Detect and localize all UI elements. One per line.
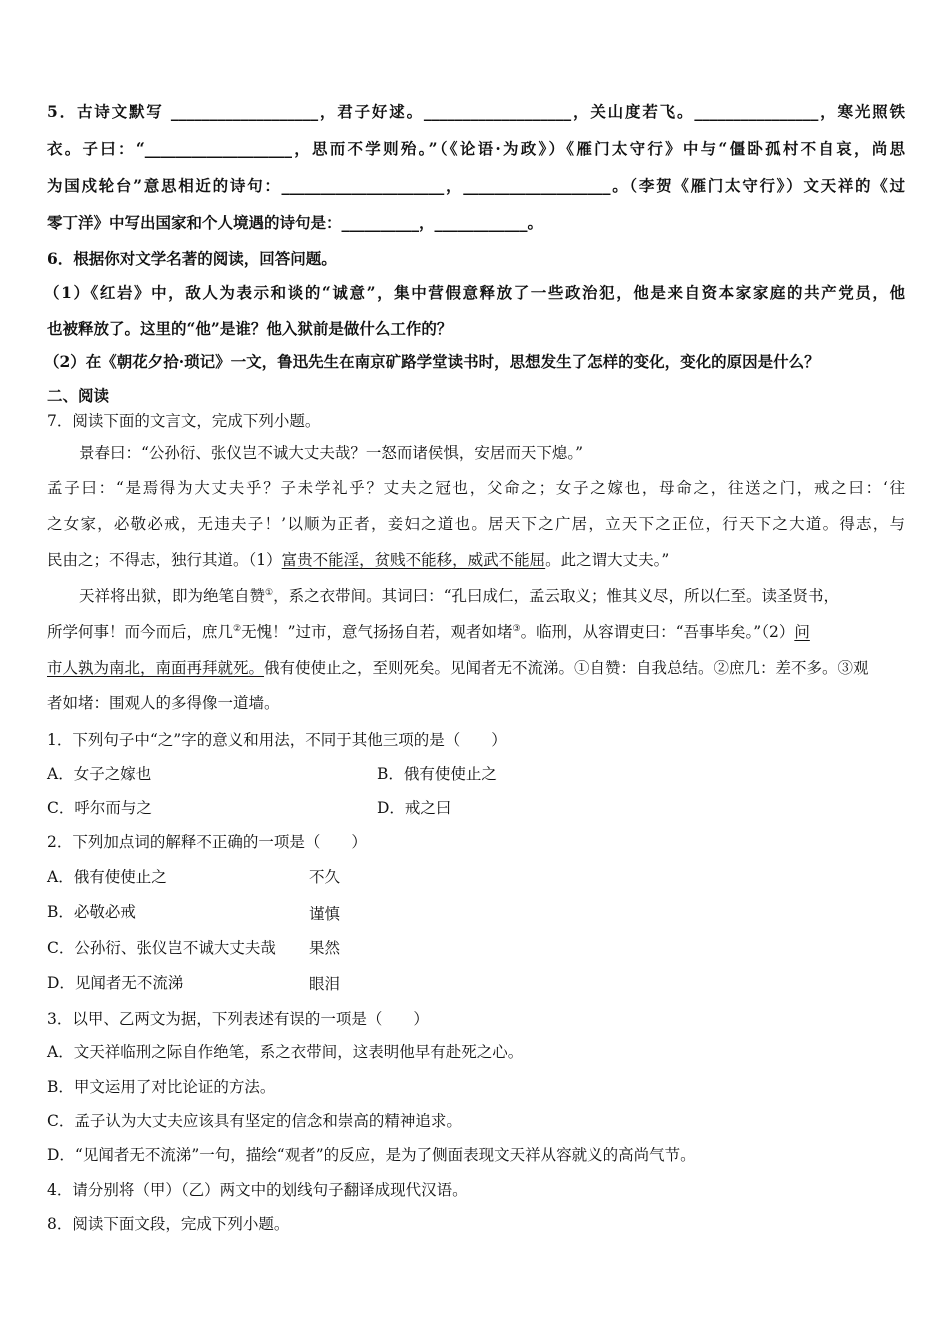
passage-yi-line-4: 者如堵：围观人的多得像一道墙。 <box>47 694 280 712</box>
footnote-marker-1: ① <box>265 587 274 598</box>
sub2-option-c[interactable]: C．公孙衍、张仪岂不诚大丈夫哉 <box>47 939 276 957</box>
subquestion-2: 2．下列加点词的解释不正确的一项是（ ） <box>47 833 367 851</box>
passage-yi-text: 。临刑，从容谓吏曰：“吾事毕矣。”（2） <box>520 623 795 641</box>
q6-part1-line-2: 也被释放了。这里的“他”是谁？他入狱前是做什么工作的？ <box>47 319 453 338</box>
subquestion-4: 4．请分别将（甲）（乙）两文中的划线句子翻译成现代汉语。 <box>47 1181 468 1199</box>
passage-jia-line-4 <box>47 549 905 571</box>
passage-yi-line-2 <box>47 621 905 643</box>
underlined-sentence-2: 市人孰为南北，南面再拜就死。 <box>47 659 265 677</box>
passage-yi-text: ，系之衣带间。其词曰：“孔曰成仁，孟云取义；惟其义尽，所以仁至。读圣贤书， <box>273 587 840 605</box>
sub3-option-d[interactable]: D．“见闻者无不流涕”一句，描绘“观者”的反应，是为了侧面表现文天祥从容就义的高尚气节。 <box>47 1146 696 1164</box>
sub3-option-b[interactable]: B．甲文运用了对比论证的方法。 <box>47 1078 276 1096</box>
passage-yi-line-3 <box>47 657 905 679</box>
sub1-option-b[interactable]: B．俄有使使止之 <box>377 765 497 783</box>
passage-jia-line-2: 孟子曰：“是焉得为大丈夫乎？子未学礼乎？丈夫之冠也，父命之；女子之嫁也，母命之，往送之门，戒之曰：‘往 <box>47 479 905 497</box>
sub1-option-c[interactable]: C．呼尔而与之 <box>47 799 152 817</box>
q5-line-1: 5．古诗文默写 ___________________，君子好逑。___________________，关山度若飞。________________，寒光照铁 <box>47 102 905 121</box>
sub2-option-d[interactable]: D．见闻者无不流涕 <box>47 974 184 992</box>
passage-yi-text: 俄有使使止之，至则死矣。见闻者无不流涕。①自赞：自我总结。②庶几：差不多。③观 <box>264 659 869 677</box>
passage-jia-text: 民由之；不得志，独行其道。（1） <box>47 551 282 569</box>
q5-line-3: 为国戍轮台”意思相近的诗句：_____________________，___________________。（李贺《雁门太守行》）文天祥的《过 <box>47 176 905 195</box>
section-title: 二、阅读 <box>47 386 110 405</box>
sub2-option-b-meaning: 谨慎 <box>309 905 341 923</box>
subquestion-1: 1．下列句子中“之”字的意义和用法，不同于其他三项的是（ ） <box>47 731 507 749</box>
footnote-marker-2: ② <box>233 623 242 634</box>
q5-line-2: 衣。子曰：“___________________，思而不学则殆。”（《论语·为政》）《雁门太守行》中与“僵卧孤村不自哀，尚思 <box>47 139 905 158</box>
subquestion-3: 3．以甲、乙两文为据，下列表述有误的一项是（ ） <box>47 1010 429 1028</box>
sub2-option-a-meaning: 不久 <box>309 868 341 886</box>
q8-title: 8．阅读下面文段，完成下列小题。 <box>47 1215 290 1233</box>
underlined-sentence-2-start: 问 <box>794 623 810 641</box>
passage-yi-text: 所学何事！而今而后，庶几 <box>47 623 234 641</box>
q5-line-4: 零丁洋》中写出国家和个人境遇的诗句是：__________，____________。 <box>47 213 544 232</box>
passage-yi-text: 天祥将出狱，即为绝笔自赞 <box>79 587 266 605</box>
underlined-sentence-1: 富贵不能淫，贫贱不能移，威武不能屈 <box>281 551 546 569</box>
passage-jia-line-3: 之女家，必敬必戒，无违夫子！’以顺为正者，妾妇之道也。居天下之广居，立天下之正位，行天下之大道。得志，与 <box>47 515 905 533</box>
sub2-option-d-meaning: 眼泪 <box>309 975 341 993</box>
passage-yi-text: 无愧！”过市，意气扬扬自若，观者如堵 <box>241 623 513 641</box>
q6-part2: （2）在《朝花夕拾·琐记》一文，鲁迅先生在南京矿路学堂读书时，思想发生了怎样的变化，变化的原因是什么？ <box>44 352 820 371</box>
passage-jia-line-1: 景春曰：“公孙衍、张仪岂不诚大丈夫哉？一怒而诸侯惧，安居而天下熄。” <box>79 444 584 462</box>
sub3-option-a[interactable]: A．文天祥临刑之际自作绝笔，系之衣带间，这表明他早有赴死之心。 <box>47 1043 524 1061</box>
sub2-option-c-meaning: 果然 <box>309 939 341 957</box>
sub1-option-d[interactable]: D．戒之曰 <box>377 799 452 817</box>
sub1-option-a[interactable]: A．女子之嫁也 <box>47 765 152 783</box>
sub3-option-c[interactable]: C．孟子认为大丈夫应该具有坚定的信念和崇高的精神追求。 <box>47 1112 462 1130</box>
q6-title: 6．根据你对文学名著的阅读，回答问题。 <box>47 249 337 268</box>
passage-yi-line-1 <box>79 585 905 607</box>
q6-part1-line-1: （1）《红岩》中，敌人为表示和谈的“诚意”，集中营假意释放了一些政治犯，他是来自资本家家庭的共产党员，他 <box>44 283 905 302</box>
sub2-option-a[interactable]: A．俄有使使止之 <box>47 868 167 886</box>
q7-title: 7．阅读下面的文言文，完成下列小题。 <box>47 412 321 430</box>
passage-jia-text: 。此之谓大丈夫。” <box>545 551 670 569</box>
sub2-option-b[interactable]: B．必敬必戒 <box>47 903 136 921</box>
footnote-marker-3: ③ <box>512 623 521 634</box>
